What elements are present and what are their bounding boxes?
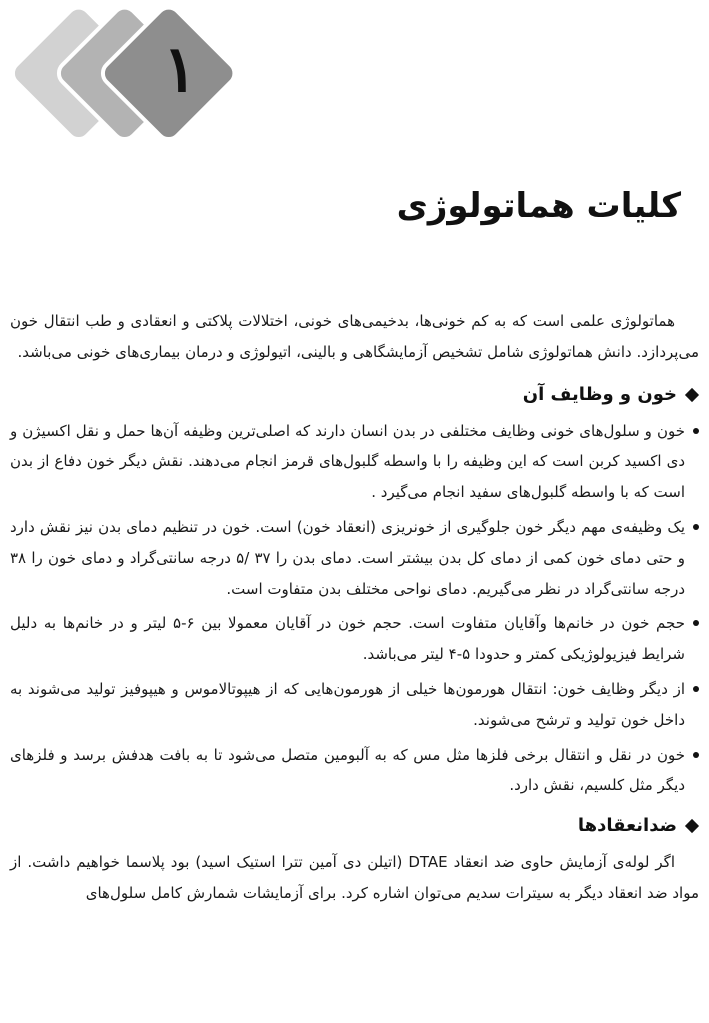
list-item — [10, 512, 699, 604]
list-item-text: یک وظیفه‌ی مهم دیگر خون جلوگیری از خونریزی (انعقاد خون) است. خون در تنظیم دمای بدن نیز نقش دارد و حتی دمای خون کمی از دمای کل بدن بیشتر است. دمای بدن را ۳۷ /۵ درجه سانتی‌گراد و دمای خون را ۳۸ درجه سانتی‌گراد در نظر می‌گیریم. دمای نواحی مختلف بدن متفاوت است. — [10, 517, 685, 598]
bullet-list — [10, 416, 699, 802]
intro-paragraph: هماتولوژی علمی است که به کم خونی‌ها، بدخیمی‌های خونی، اختلالات پلاکتی و انعقادی و طب انتقال خون می‌پردازد. دانش هماتولوژی شامل تشخیص آزمایشگاهی و بالینی، اتیولوژی و درمان بیماری‌های خونی می‌باشد. — [10, 312, 699, 361]
section-heading — [10, 378, 699, 412]
section-paragraph: اگر لوله‌ی آزمایش حاوی ضد انعقاد DTAE (اتیلن دی آمین تترا استیک اسید) بود پلاسما خواهیم داشت. از مواد ضد انعقاد دیگر به سیترات سدیم می‌توان اشاره کرد. برای آزمایشات شمارش کامل سلول‌های — [10, 853, 699, 902]
section-heading — [10, 809, 699, 843]
chapter-title: کلیات هماتولوژی — [396, 186, 681, 226]
section-anticoagulants — [10, 809, 699, 909]
bullet-dot-icon — [693, 752, 699, 758]
chapter-number: ۱ — [162, 32, 198, 107]
list-item-text: از دیگر وظایف خون: انتقال هورمون‌ها خیلی از هورمون‌هایی که از هیپوتالاموس و هیپوفیز تولید می‌شوند به داخل خون تولید و ترشح می‌شوند. — [10, 679, 685, 729]
bullet-dot-icon — [693, 428, 699, 434]
list-item — [10, 740, 699, 802]
list-item — [10, 608, 699, 670]
list-item-text: خون در نقل و انتقال برخی فلزها مثل مس که به آلبومین متصل می‌شود تا به بافت هدفش برسد و فلزهای دیگر مثل کلسیم، نقش دارد. — [10, 745, 685, 795]
chapter-diamonds-graphic — [0, 0, 260, 165]
diamond-bullet-icon — [685, 819, 699, 833]
list-item-text: خون و سلول‌های خونی وظایف مختلفی در بدن انسان دارند که اصلی‌ترین وظیفه آن‌ها حمل و نقل اکسیژن و دی اکسید کربن است که این وظیفه را با واسطه گلبول‌های قرمز انجام می‌دهند. نقش دیگر خون دفاع از بدن است که با واسطه گلبول‌های سفید انجام می‌گیرد . — [10, 421, 685, 502]
diamond-bullet-icon — [685, 388, 699, 402]
section-heading-text: خون و وظایف آن — [522, 383, 677, 405]
bullet-dot-icon — [693, 524, 699, 530]
bullet-dot-icon — [693, 686, 699, 692]
list-item — [10, 674, 699, 736]
section-heading-text: ضدانعقادها — [577, 815, 677, 837]
list-item — [10, 416, 699, 508]
chapter-badge — [0, 0, 260, 165]
bullet-dot-icon — [693, 620, 699, 626]
chapter-content — [10, 306, 699, 909]
list-item-text: حجم خون در خانم‌ها وآقایان متفاوت است. حجم خون در آقایان معمولا بین ۶-۵ لیتر و در خانم‌ها به دلیل شرایط فیزیولوژیکی کمتر و حدودا ۵-۴ لیتر می‌باشد. — [10, 614, 685, 664]
section-blood-functions — [10, 378, 699, 802]
